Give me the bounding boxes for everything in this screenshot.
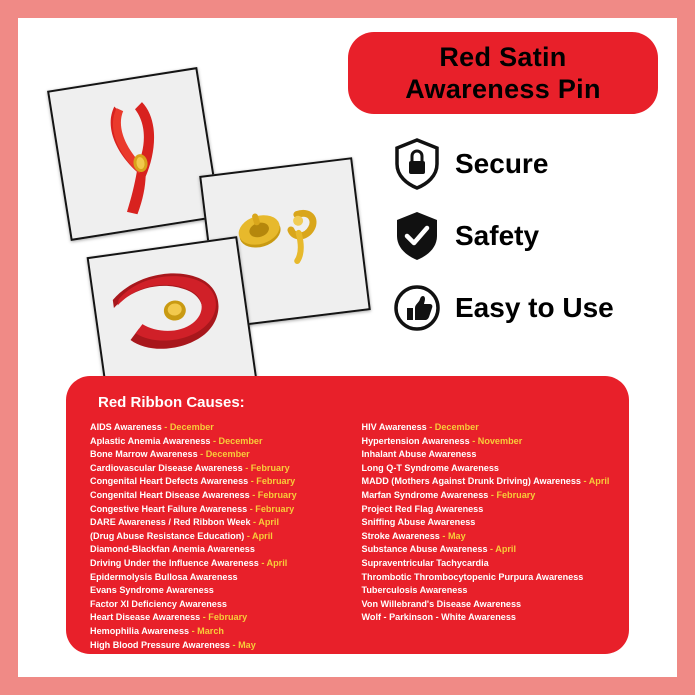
cause-item (90, 516, 340, 530)
cause-name: Epidermolysis Bullosa Awareness (90, 571, 238, 582)
cause-month: - November (469, 435, 523, 446)
cause-item (90, 584, 340, 598)
feature-secure-label: Secure (455, 148, 549, 179)
cause-month: - April (244, 530, 273, 541)
cause-name: Supraventricular Tachycardia (361, 557, 489, 568)
cause-name: High Blood Pressure Awareness (90, 639, 230, 650)
cause-month: - April (250, 517, 279, 528)
feature-safety-label: Safety (455, 220, 540, 251)
cause-item (362, 489, 612, 503)
cause-item (362, 516, 612, 530)
cause-name: Cardiovascular Disease Awareness (90, 462, 243, 473)
cause-item (362, 435, 612, 449)
cause-item (362, 503, 612, 517)
red-ribbon-with-gold-pin-photo (47, 67, 221, 241)
cause-name: Aplastic Anemia Awareness (90, 435, 211, 446)
cause-month: - April (580, 476, 610, 487)
cause-item (362, 584, 612, 598)
cause-item (362, 530, 612, 544)
cause-name: AIDS Awareness (90, 422, 162, 432)
cause-name: Congestive Heart Failure Awareness (90, 503, 248, 514)
cause-item (90, 503, 340, 517)
ribbon-illustration (49, 69, 218, 238)
cause-item (362, 571, 612, 585)
poster-card (18, 18, 677, 677)
causes-column-left (90, 421, 340, 652)
cause-name: Evans Syndrome Awareness (90, 585, 214, 596)
cause-month: - April (258, 557, 288, 568)
feature-easy-label: Easy to Use (455, 292, 614, 323)
cause-name: Heart Disease Awareness (90, 612, 201, 623)
feature-safety (393, 200, 683, 272)
cause-name: Sniffing Abuse Awareness (361, 517, 476, 528)
feature-secure (393, 128, 683, 200)
product-title-line2: Awareness Pin (405, 74, 601, 104)
product-title-line1: Red Satin (439, 42, 567, 72)
cause-name: Congenital Heart Disease Awareness (90, 489, 250, 500)
causes-column-right (362, 421, 612, 652)
cause-name: Long Q-T Syndrome Awareness (361, 462, 499, 473)
cause-name: Project Red Flag Awareness (361, 503, 484, 514)
cause-month: - March (189, 625, 224, 636)
cause-month: - May (439, 530, 466, 541)
cause-item (362, 448, 612, 462)
cause-name: Inhalant Abuse Awareness (361, 449, 477, 460)
cause-name: (Drug Abuse Resistance Education) (90, 530, 245, 541)
cause-name: HIV Awareness (361, 422, 427, 432)
cause-name: Congenital Heart Defects Awareness (90, 476, 249, 487)
cause-name: Wolf - Parkinson - White Awareness (361, 612, 516, 623)
cause-month: - February (242, 462, 290, 473)
cause-item (90, 448, 340, 462)
cause-item (90, 421, 340, 435)
cause-item (90, 557, 340, 571)
cause-month: - December (197, 449, 250, 460)
cause-month: - February (200, 612, 248, 623)
cause-item (90, 489, 340, 503)
cause-item (362, 543, 612, 557)
title-banner (348, 32, 658, 114)
cause-month: - February (248, 476, 296, 487)
thumbs-up-circle-icon (393, 282, 441, 334)
cause-item (90, 625, 340, 639)
cause-name: Hypertension Awareness (361, 435, 470, 446)
cause-item (90, 462, 340, 476)
cause-item (90, 543, 340, 557)
cause-item (90, 475, 340, 489)
cause-name: Factor XI Deficiency Awareness (90, 598, 227, 609)
causes-heading: Red Ribbon Causes: (98, 394, 245, 411)
cause-name: Marfan Syndrome Awareness (361, 489, 489, 500)
cause-name: Substance Abuse Awareness (361, 544, 488, 555)
cause-name: Diamond-Blackfan Anemia Awareness (90, 544, 255, 555)
feature-easy-to-use (393, 272, 683, 344)
cause-name: MADD (Mothers Against Drunk Driving) Awareness (361, 476, 581, 487)
cause-item (362, 421, 612, 435)
cause-month: - April (487, 544, 516, 555)
cause-name: Stroke Awareness (361, 530, 440, 541)
cause-name: Driving Under the Influence Awareness (90, 557, 259, 568)
feature-list (393, 128, 683, 344)
cause-item (90, 611, 340, 625)
cause-item (90, 598, 340, 612)
cause-name: Hemophilia Awareness (90, 625, 190, 636)
cause-item (90, 639, 340, 653)
cause-month: - December (161, 422, 214, 432)
cause-month: - December (426, 422, 479, 432)
cause-name: Tuberculosis Awareness (361, 585, 468, 596)
red-ribbon-causes-panel (66, 376, 629, 654)
cause-item (362, 462, 612, 476)
checkmark-shield-icon (393, 210, 441, 262)
cause-month: - February (488, 489, 536, 500)
cause-month: - February (247, 503, 295, 514)
cause-item (362, 557, 612, 571)
lock-shield-icon (393, 138, 441, 190)
cause-item (90, 571, 340, 585)
cause-item (90, 530, 340, 544)
cause-month: - February (249, 489, 297, 500)
cause-name: Von Willebrand's Disease Awareness (361, 598, 522, 609)
cause-item (362, 598, 612, 612)
cause-name: Bone Marrow Awareness (90, 449, 198, 460)
cause-item (362, 611, 612, 625)
cause-name: DARE Awareness / Red Ribbon Week (90, 517, 251, 528)
cause-name: Thrombotic Thrombocytopenic Purpura Awareness (361, 571, 584, 582)
cause-item (90, 435, 340, 449)
cause-month: - May (230, 639, 256, 650)
cause-item (362, 475, 612, 489)
cause-month: - December (210, 435, 263, 446)
